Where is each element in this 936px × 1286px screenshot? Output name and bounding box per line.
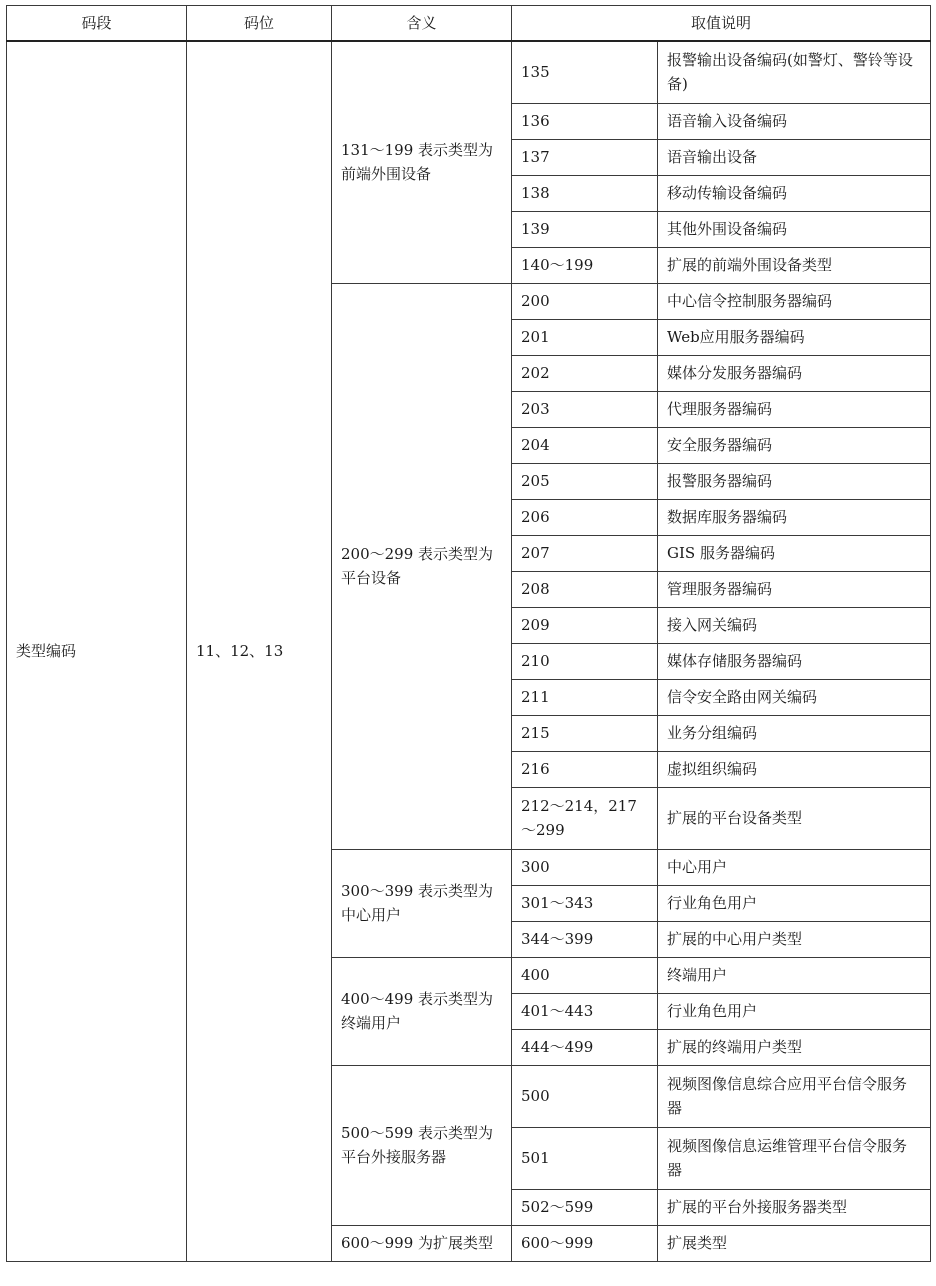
description-cell: 扩展的终端用户类型 xyxy=(658,1029,931,1065)
description-cell: 终端用户 xyxy=(658,957,931,993)
code-cell: 207 xyxy=(512,535,658,571)
description-cell: 语音输入设备编码 xyxy=(658,103,931,139)
code-cell: 300 xyxy=(512,849,658,885)
meaning-cell: 600～999 为扩展类型 xyxy=(332,1225,512,1261)
code-cell: 204 xyxy=(512,427,658,463)
description-cell: 扩展的平台外接服务器类型 xyxy=(658,1189,931,1225)
description-cell: 扩展类型 xyxy=(658,1225,931,1261)
code-cell: 206 xyxy=(512,499,658,535)
code-cell: 200 xyxy=(512,283,658,319)
description-cell: 信令安全路由网关编码 xyxy=(658,679,931,715)
description-cell: Web应用服务器编码 xyxy=(658,319,931,355)
description-cell: 代理服务器编码 xyxy=(658,391,931,427)
meaning-cell: 400～499 表示类型为终端用户 xyxy=(332,957,512,1065)
description-cell: 报警输出设备编码(如警灯、警铃等设备) xyxy=(658,41,931,103)
table-row xyxy=(7,41,931,103)
code-cell: 216 xyxy=(512,751,658,787)
header-position: 码位 xyxy=(187,6,332,42)
code-cell: 205 xyxy=(512,463,658,499)
table-body xyxy=(7,41,931,1261)
description-cell: 数据库服务器编码 xyxy=(658,499,931,535)
description-cell: 接入网关编码 xyxy=(658,607,931,643)
header-value-description: 取值说明 xyxy=(512,6,931,42)
code-cell: 138 xyxy=(512,175,658,211)
description-cell: 行业角色用户 xyxy=(658,885,931,921)
code-cell: 210 xyxy=(512,643,658,679)
code-cell: 301～343 xyxy=(512,885,658,921)
description-cell: 视频图像信息运维管理平台信令服务器 xyxy=(658,1127,931,1189)
description-cell: 报警服务器编码 xyxy=(658,463,931,499)
description-cell: 业务分组编码 xyxy=(658,715,931,751)
code-cell: 344～399 xyxy=(512,921,658,957)
code-cell: 215 xyxy=(512,715,658,751)
code-cell: 600～999 xyxy=(512,1225,658,1261)
description-cell: 扩展的平台设备类型 xyxy=(658,787,931,849)
position-cell: 11、12、13 xyxy=(187,41,332,1261)
description-cell: 管理服务器编码 xyxy=(658,571,931,607)
code-cell: 202 xyxy=(512,355,658,391)
code-cell: 140～199 xyxy=(512,247,658,283)
description-cell: 视频图像信息综合应用平台信令服务器 xyxy=(658,1065,931,1127)
code-cell: 211 xyxy=(512,679,658,715)
code-cell: 212～214，217～299 xyxy=(512,787,658,849)
code-cell: 500 xyxy=(512,1065,658,1127)
description-cell: 其他外围设备编码 xyxy=(658,211,931,247)
description-cell: GIS 服务器编码 xyxy=(658,535,931,571)
code-cell: 501 xyxy=(512,1127,658,1189)
code-cell: 209 xyxy=(512,607,658,643)
description-cell: 扩展的中心用户类型 xyxy=(658,921,931,957)
code-table xyxy=(6,5,931,1262)
code-cell: 136 xyxy=(512,103,658,139)
header-meaning: 含义 xyxy=(332,6,512,42)
code-cell: 135 xyxy=(512,41,658,103)
header-row xyxy=(7,6,931,42)
description-cell: 行业角色用户 xyxy=(658,993,931,1029)
description-cell: 媒体存储服务器编码 xyxy=(658,643,931,679)
code-cell: 401～443 xyxy=(512,993,658,1029)
segment-cell: 类型编码 xyxy=(7,41,187,1261)
code-cell: 137 xyxy=(512,139,658,175)
meaning-cell: 200～299 表示类型为平台设备 xyxy=(332,283,512,849)
description-cell: 媒体分发服务器编码 xyxy=(658,355,931,391)
meaning-cell: 500～599 表示类型为平台外接服务器 xyxy=(332,1065,512,1225)
header-segment: 码段 xyxy=(7,6,187,42)
description-cell: 中心信令控制服务器编码 xyxy=(658,283,931,319)
code-cell: 444～499 xyxy=(512,1029,658,1065)
description-cell: 中心用户 xyxy=(658,849,931,885)
code-cell: 201 xyxy=(512,319,658,355)
code-cell: 208 xyxy=(512,571,658,607)
code-cell: 203 xyxy=(512,391,658,427)
code-cell: 139 xyxy=(512,211,658,247)
description-cell: 扩展的前端外围设备类型 xyxy=(658,247,931,283)
description-cell: 安全服务器编码 xyxy=(658,427,931,463)
code-cell: 400 xyxy=(512,957,658,993)
description-cell: 虚拟组织编码 xyxy=(658,751,931,787)
code-cell: 502～599 xyxy=(512,1189,658,1225)
meaning-cell: 131～199 表示类型为前端外围设备 xyxy=(332,41,512,283)
meaning-cell: 300～399 表示类型为中心用户 xyxy=(332,849,512,957)
description-cell: 移动传输设备编码 xyxy=(658,175,931,211)
description-cell: 语音输出设备 xyxy=(658,139,931,175)
